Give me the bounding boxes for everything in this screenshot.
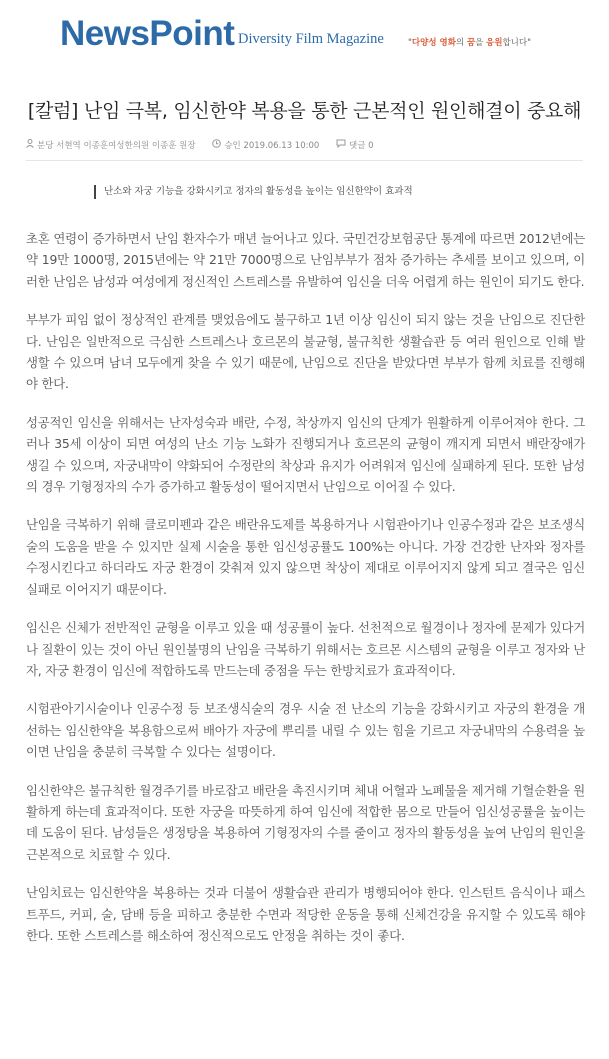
author-name: 분당 서현역 이종훈여성한의원 이종훈 원장 <box>37 141 196 151</box>
comments-info[interactable] <box>336 139 374 151</box>
article-title: [칼럼] 난임 극복, 임신한약 복용을 통한 근본적인 원인해결이 중요해 <box>27 100 582 122</box>
approved-date: 승인 2019.06.13 10:00 <box>224 141 320 151</box>
slogan-highlight: 응원 <box>486 38 503 48</box>
article-paragraph: 성공적인 임신을 위해서는 난자성숙과 배란, 수정, 착상까지 임신의 단계가 원활하게 이루어져야 한다. 그러나 35세 이상이 되면 여성의 난소 기능 노화가 진행되거나 호르몬의 균형이 깨지게 되면서 배란장애가 생길 수 있으며, 자궁내막이 약화되어 수정란의 착상과 유지가 어려워져 임신에 실패하게 된다. 또한 남성의 경우 기형정자의 수가 증가하고 활동성이 떨어지면서 난임으로 이어질 수 있다. <box>26 414 585 495</box>
article-paragraph: 임신한약은 불규칙한 월경주기를 바로잡고 배란을 촉진시키며 체내 어혈과 노폐물을 제거해 기혈순환을 원활하게 하는데 효과적이다. 또한 자궁을 따뜻하게 하여 임신에 적합한 몸으로 만들어 임신성공률을 높이는데 도움이 된다. 남성들은 생정탕을 복용하여 기형정자의 수를 줄이고 정자의 활동성을 높여 난임의 원인을 근본적으로 치료할 수 있다. <box>26 782 585 862</box>
comment-icon <box>336 139 346 151</box>
slogan-highlight: 다양성 영화 <box>411 38 456 48</box>
divider <box>26 160 583 161</box>
comment-count[interactable]: 댓글 0 <box>349 141 374 151</box>
masthead <box>0 0 609 78</box>
user-icon <box>26 139 34 151</box>
article-paragraph: 난임치료는 임신한약을 복용하는 것과 더불어 생활습관 관리가 병행되어야 한다. 인스턴트 음식이나 패스트푸드, 커피, 술, 담배 등을 피하고 충분한 수면과 적당한 운동을 통해 신체건강을 유지할 수 있도록 해야 한다. 또한 스트레스를 해소하여 정신적으로도 안정을 취하는 것이 좋다. <box>26 885 585 943</box>
site-logo[interactable]: NewsPoint <box>60 14 235 53</box>
article-paragraph: 난임을 극복하기 위해 클로미펜과 같은 배란유도제를 복용하거나 시험관아기나 인공수정과 같은 보조생식술의 도움을 받을 수 있지만 실제 시술을 통한 임신성공률도 100%는 아니다. 가장 건강한 난자와 정자를 수정시킨다고 하더라도 자궁 환경이 갖춰져 있지 않으면 착상이 제대로 이루어지지 않게 되고 결국은 임신실패로 이어지기 때문이다. <box>26 517 585 597</box>
site-slogan <box>408 36 531 48</box>
article-body <box>26 228 585 963</box>
article-paragraph: 초혼 연령이 증가하면서 난임 환자수가 매년 늘어나고 있다. 국민건강보험공단 통계에 따르면 2012년에는 약 19만 1000명, 2015년에는 약 21만 7000명으로 난임부부가 점차 증가하는 추세를 보이고 있으며, 이러한 난임은 남성과 여성에게 정신적인 스트레스를 유발하여 임신을 더욱 어렵게 하는 원인이 되기도 한다. <box>26 231 585 289</box>
article-paragraph: 부부가 피임 없이 정상적인 관계를 맺었음에도 불구하고 1년 이상 임신이 되지 않는 것을 난임으로 진단한다. 난임은 일반적으로 극심한 스트레스나 호르몬의 불균형, 불규칙한 생활습관 등 여러 원인으로 인해 발생할 수 있으며 남녀 모두에게 찾을 수 있기 때문에, 난임으로 진단을 받았다면 부부가 함께 치료를 진행해야 한다. <box>26 312 585 392</box>
author-info <box>26 139 196 151</box>
slogan-part: 합니다" <box>502 38 531 48</box>
article-paragraph: 시험관아기시술이나 인공수정 등 보조생식술의 경우 시술 전 난소의 기능을 강화시키고 자궁의 환경을 개선하는 임신한약을 복용함으로써 배아가 자궁에 뿌리를 내릴 수 있는 힘을 기르고 자궁내막의 수용력을 높이면 난임을 충분히 극복할 수 있다는 설명이다. <box>26 701 585 760</box>
clock-icon <box>212 139 221 151</box>
slogan-part: 의 <box>455 38 467 48</box>
approved-info <box>212 139 319 151</box>
article-subtitle: 난소와 자궁 기능을 강화시키고 정자의 활동성을 높이는 임신한약이 효과적 <box>94 185 413 199</box>
site-tagline: Diversity Film Magazine <box>238 31 384 47</box>
article-meta <box>26 139 388 151</box>
slogan-part: 을 <box>475 38 486 48</box>
slogan-highlight: 꿈 <box>466 38 476 48</box>
article-paragraph: 임신은 신체가 전반적인 균형을 이루고 있을 때 성공률이 높다. 선천적으로 월경이나 정자에 문제가 있다거나 질환이 있는 것이 아닌 원인불명의 난임을 극복하기 위해서는 호르몬 시스템의 균형을 이루고 정자와 난자, 자궁 환경이 임신에 적합하도록 만드는데 중점을 두는 한방치료가 효과적이다. <box>26 620 585 678</box>
slogan-part: " <box>408 38 412 48</box>
